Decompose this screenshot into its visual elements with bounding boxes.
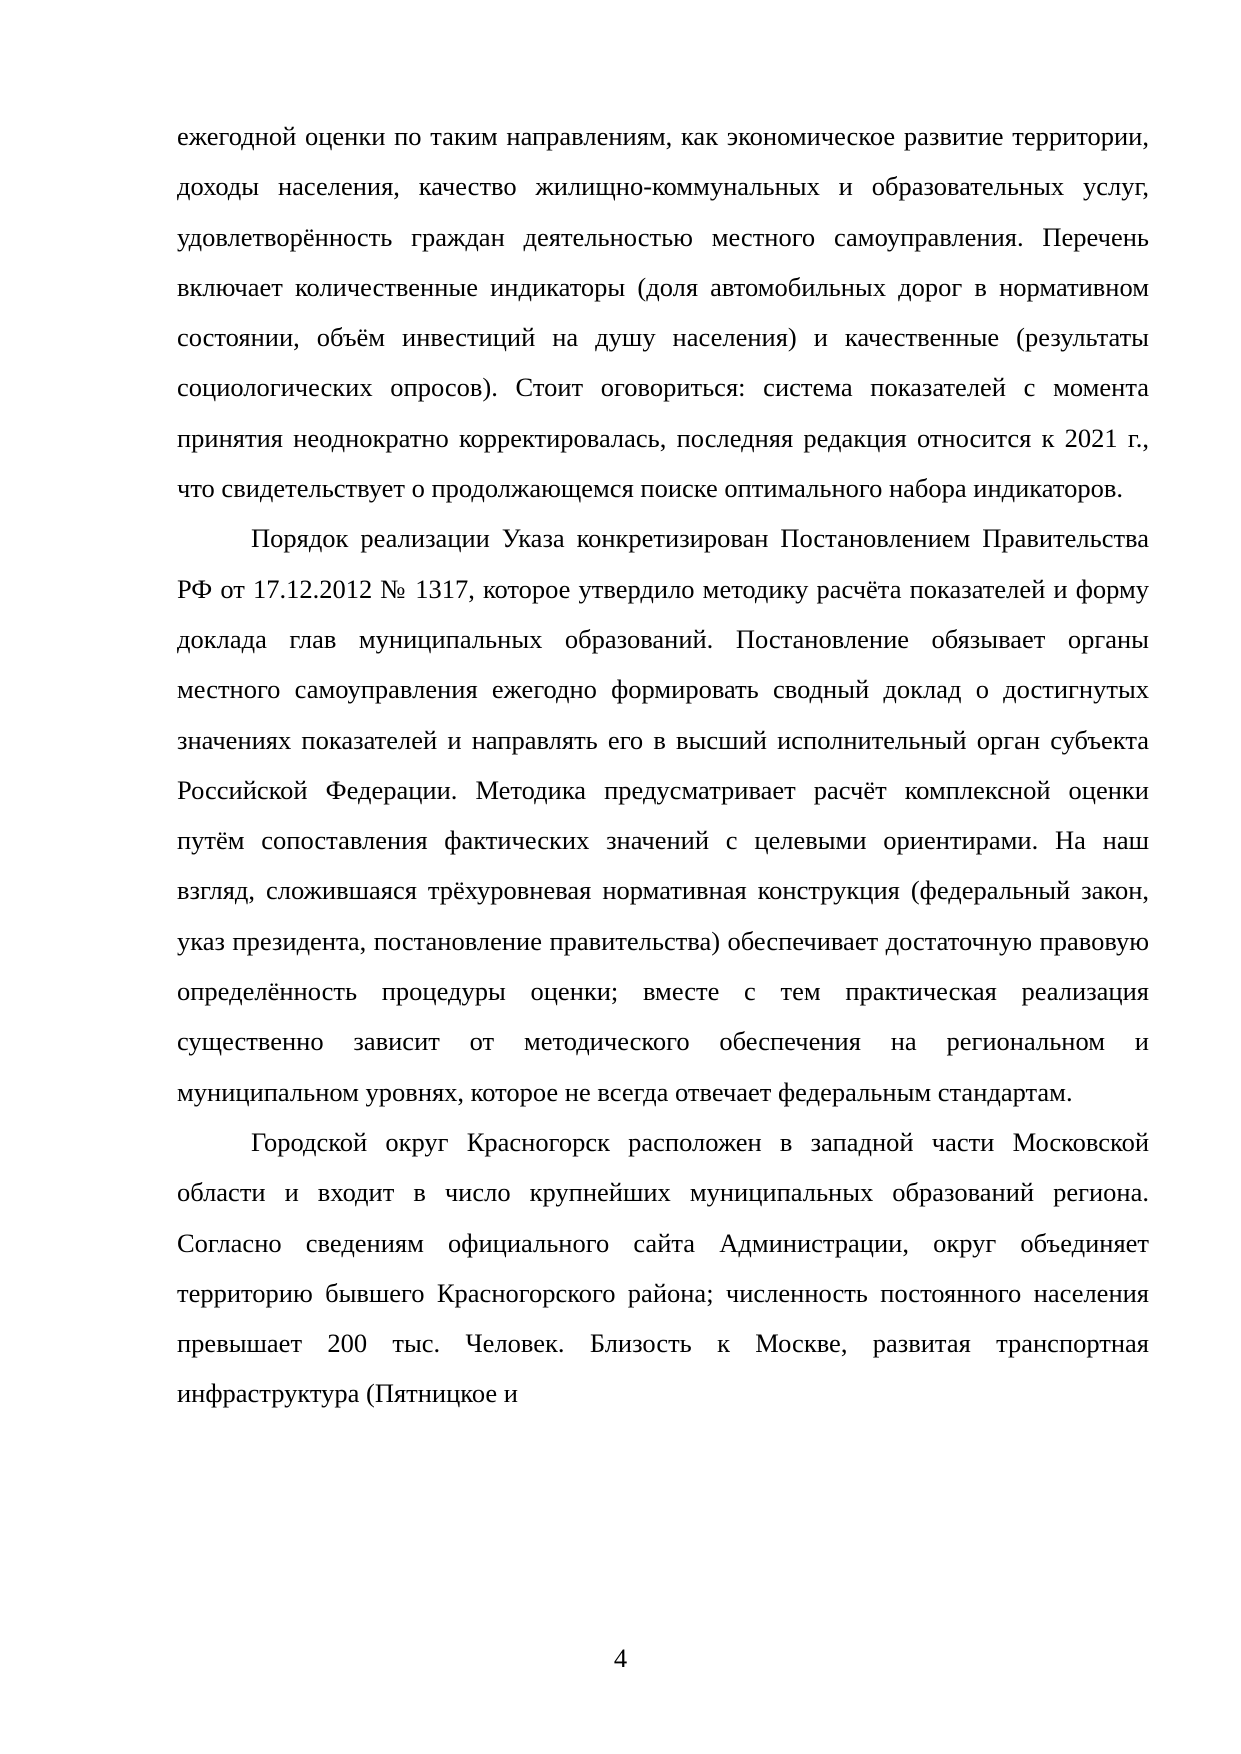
paragraph-2: Порядок реализации Указа конкретизирован Постановлением Правительства РФ от 17.12.2012 № 1317, которое утвердило методику расчёта показателей и форму доклада глав муниципальных образований. Постановление обязывает органы местного самоуправления ежегодно формировать сводный доклад о достигнутых значениях показателей и направлять его в высший исполнительный орган субъекта Российской Федерации. Методика предусматривает расчёт комплексной оценки путём сопоставления фактических значений с целевыми ориентирами. На наш взгляд, сложившаяся трёхуровневая нормативная конструкция (федеральный закон, указ президента, постановление правительства) обеспечивает достаточную правовую определённость процедуры оценки; вместе с тем практическая реализация существенно зависит от методического обеспечения на региональном и муниципальном уровнях, которое не всегда отвечает федеральным стандартам.	[177, 523, 1149, 1107]
body-text	[177, 111, 1149, 1419]
page-number: 4	[613, 1643, 628, 1673]
paragraph-1: ежегодной оценки по таким направлениям, как экономическое развитие территории, доходы населения, качество жилищно-коммунальных и образовательных услуг, удовлетворённость граждан деятельностью местного самоуправления. Перечень включает количественные индикаторы (доля автомобильных дорог в нормативном состоянии, объём инвестиций на душу населения) и качественные (результаты социологических опросов). Стоит оговориться: система показателей с момента принятия неоднократно корректировалась, последняя редакция относится к 2021 г., что свидетельствует о продолжающемся поиске оптимального набора индикаторов.	[177, 121, 1149, 504]
paragraph-3: Городской округ Красногорск расположен в западной части Московской области и входит в число крупнейших муниципальных образований региона. Согласно сведениям официального сайта Администрации, округ объединяет территорию бывшего Красногорского района; численность постоянного населения превышает 200 тыс. Человек. Близость к Москве, развитая транспортная инфраструктура (Пятницкое и	[177, 1126, 1149, 1409]
